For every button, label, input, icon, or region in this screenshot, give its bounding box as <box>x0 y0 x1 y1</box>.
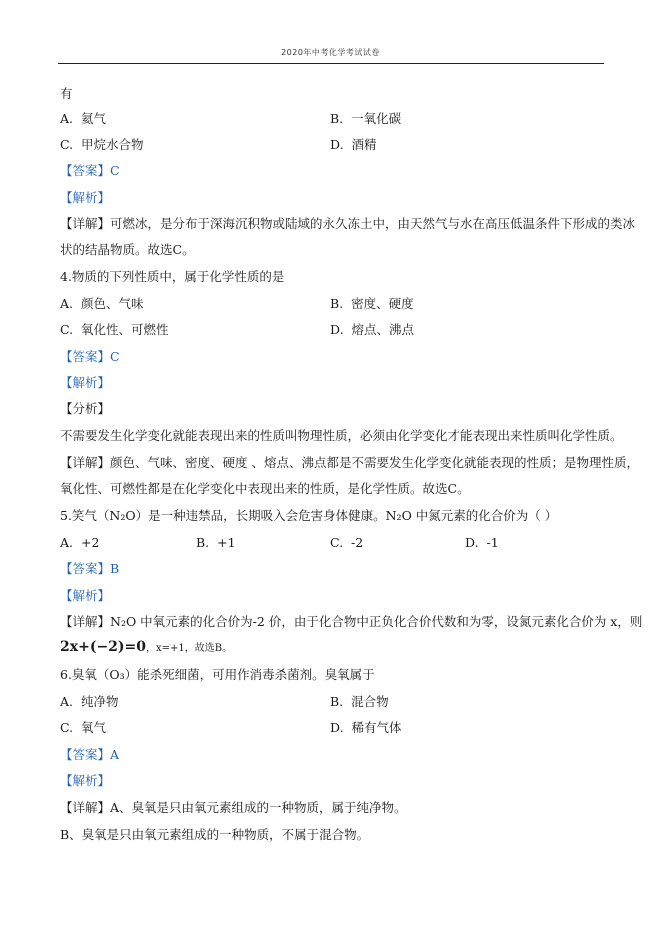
q5-analysis-label: 【解析】 <box>60 588 111 603</box>
q6-option-b: B. 混合物 <box>330 694 389 709</box>
q6-detail-line1: 【详解】A、臭氧是只由氧元素组成的一种物质，属于纯净物。 <box>60 800 407 815</box>
q4-fenxi-text: 不需要发生化学变化就能表现出来的性质叫物理性质，必须由化学变化才能表现出来性质叫化学性质。 <box>60 428 623 443</box>
q3-option-b: B. 一氧化碳 <box>330 111 402 126</box>
q4-analysis-label: 【解析】 <box>60 375 111 390</box>
q4-answer: 【答案】C <box>60 349 120 364</box>
q6-detail-line2: B、臭氧是只由氧元素组成的一种物质，不属于混合物。 <box>60 827 370 842</box>
q5-option-d: D. -1 <box>465 535 499 550</box>
q4-option-a: A. 颜色、气味 <box>60 296 144 311</box>
q6-answer: 【答案】A <box>60 747 120 762</box>
q5-option-a: A. +2 <box>60 535 100 550</box>
q5-stem: 5.笑气（N₂O）是一种违禁品，长期吸入会危害身体健康。N₂O 中氮元素的化合价为（ ） <box>60 508 558 523</box>
q3-option-c: C. 甲烷水合物 <box>60 137 144 152</box>
q3-option-a: A. 氦气 <box>60 111 106 126</box>
q6-option-c: C. 氧气 <box>60 720 107 735</box>
q5-detail-line2: 2x+(−2)=0，x=+1，故选B。 <box>60 639 233 655</box>
q4-stem: 4.物质的下列性质中，属于化学性质的是 <box>60 269 285 284</box>
q4-option-d: D. 熔点、沸点 <box>330 322 415 337</box>
q6-analysis-label: 【解析】 <box>60 773 111 788</box>
q4-option-c: C. 氧化性、可燃性 <box>60 322 169 337</box>
q3-detail-line1: 【详解】可燃冰，是分布于深海沉积物或陆域的永久冻土中，由天然气与水在高压低温条件下形成的类冰 <box>60 216 636 231</box>
q3-option-d: D. 酒精 <box>330 137 377 152</box>
q5-option-c: C. -2 <box>330 535 364 550</box>
q4-detail-line1: 【详解】颜色、气味、密度、硬度 、熔点、沸点都是不需要发生化学变化就能表现的性质；是物理性质， <box>60 455 639 470</box>
q4-detail-line2: 氧化性、可燃性都是在化学变化中表现出来的性质，是化学性质。故选C。 <box>60 481 470 496</box>
q3-answer: 【答案】C <box>60 163 120 178</box>
q6-option-a: A. 纯净物 <box>60 694 119 709</box>
q5-detail-line1: 【详解】N₂O 中氧元素的化合价为-2 价，由于化合物中正负化合价代数和为零，设氮元素化合价为 x，则 <box>60 614 643 629</box>
q6-stem: 6.臭氧（O₃）能杀死细菌，可用作消毒杀菌剂。臭氧属于 <box>60 667 375 682</box>
q4-option-b: B. 密度、硬度 <box>330 296 414 311</box>
page-header: 2020年中考化学考试试卷 <box>281 48 380 57</box>
header-rule <box>58 63 604 64</box>
q5-answer: 【答案】B <box>60 561 120 576</box>
q6-option-d: D. 稀有气体 <box>330 720 402 735</box>
q5-option-b: B. +1 <box>196 535 236 550</box>
q3-analysis-label: 【解析】 <box>60 190 111 205</box>
q3-detail-line2: 状的结晶物质。故选C。 <box>60 242 195 257</box>
q5-equation: 2x+(−2)=0 <box>60 639 147 655</box>
q3-stem-tail: 有 <box>60 86 73 101</box>
q4-fenxi-label: 【分析】 <box>60 401 111 416</box>
